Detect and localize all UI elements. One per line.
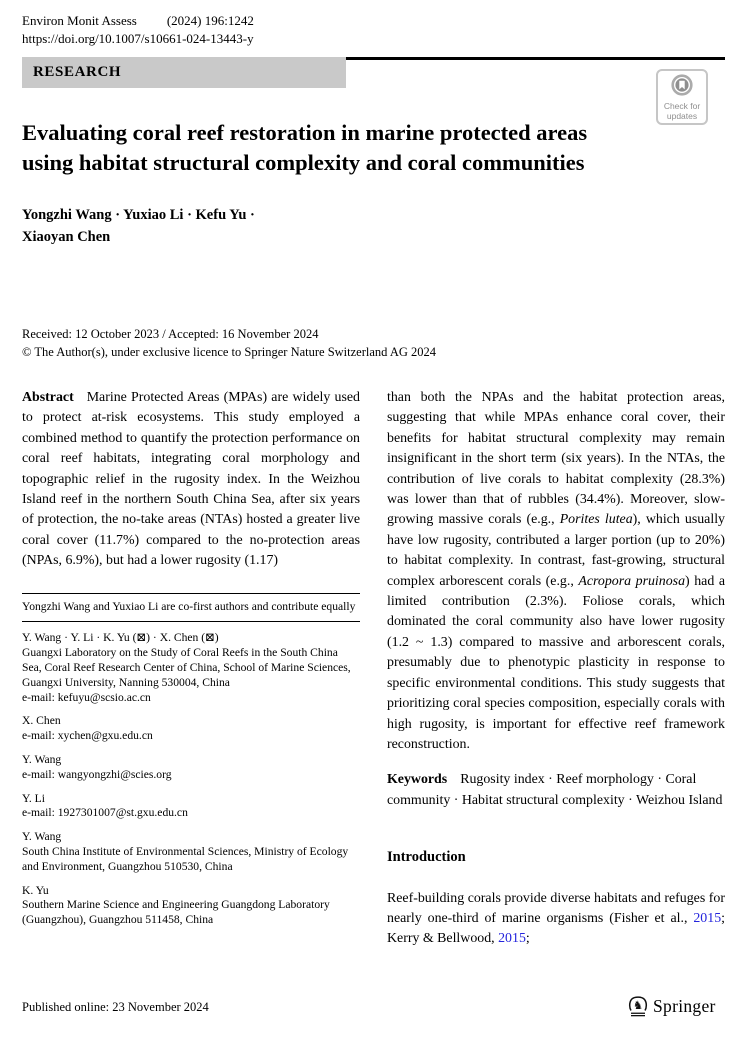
journal-name: Environ Monit Assess [22, 13, 137, 28]
affiliation-address: Guangxi Laboratory on the Study of Coral Reefs in the South China Sea, Coral Reef Research Center of China, School of Marine Sciences, Guangxi University, Nanning 530004, China [22, 646, 351, 689]
species-name: Acropora pruinosa [578, 573, 686, 589]
check-for-updates-badge[interactable] [656, 69, 708, 125]
published-online-date: Published online: 23 November 2024 [22, 1000, 209, 1014]
keywords-text: Rugosity index · Reef morphology · Coral community · Habitat structural complexity · Weizhou Island [387, 772, 723, 808]
footnote-rule-bottom [22, 621, 360, 622]
article-history [22, 325, 622, 361]
abstract-label: Abstract [22, 390, 74, 405]
body-text: ; Kerry & Bellwood, [387, 910, 725, 947]
affiliation-block [22, 884, 360, 928]
affiliation-email[interactable]: e-mail: wangyongzhi@scies.org [22, 767, 172, 781]
check-updates-line2: updates [666, 111, 698, 122]
journal-citation-line [22, 12, 254, 30]
header-rule [346, 57, 725, 60]
title-line-2: using habitat structural complexity and coral communities [22, 150, 585, 175]
doi-link[interactable]: https://doi.org/10.1007/s10661-024-13443-y [22, 31, 254, 46]
right-column [387, 388, 725, 950]
abstract-text-part1: Marine Protected Areas (MPAs) are widely used to protect at-risk ecosystems. This study employed a combined method to quantify the protection performance on coral reef habitats, integrating coral morphology and topographic relief in the rugosity index. In the Weizhou Island reef in the northern South China Sea, after six years of protection, the no-take areas (NTAs) hosted a greater live coral cover (11.7%) compared to the no-protection areas (NPAs, 6.9%), but had a lower rugosity (1.17) [22, 390, 360, 569]
left-column [22, 388, 360, 928]
affiliation-names: X. Chen [22, 714, 61, 728]
title-line-1: Evaluating coral reef restoration in marine protected areas [22, 120, 588, 145]
page-title [22, 118, 702, 178]
introduction-paragraph [387, 889, 725, 950]
authors-line-2: Xiaoyan Chen [22, 229, 111, 245]
section-label: RESEARCH [33, 64, 122, 80]
received-accepted-dates: Received: 12 October 2023 / Accepted: 16 November 2024 [22, 327, 319, 341]
abstract-paragraph [22, 388, 360, 572]
section-banner [22, 57, 346, 88]
affiliation-block [22, 631, 360, 705]
check-updates-icon [671, 74, 693, 96]
authors-line-1: Yongzhi Wang · Yuxiao Li · Kefu Yu · [22, 207, 255, 223]
species-name: Porites lutea [559, 512, 633, 528]
affiliation-names: Y. Wang [22, 830, 62, 844]
body-text: ), which usually have low rugosity, contributed a larger portion (up to 20%) to habitat complexity. In contrast, fast-growing, structural complex arborescent corals (e.g., [387, 512, 725, 589]
introduction-heading: Introduction [387, 849, 466, 866]
volume-citation: (2024) 196:1242 [166, 13, 254, 28]
affiliation-block [22, 714, 360, 744]
publisher-logo [628, 995, 716, 1018]
author-list [22, 204, 522, 248]
affiliation-names: Y. Wang · Y. Li · K. Yu (⊠) · X. Chen (⊠) [22, 631, 219, 645]
affiliation-block [22, 792, 360, 822]
affiliation-block [22, 830, 360, 874]
affiliation-address: Southern Marine Science and Engineering Guangdong Laboratory (Guangzhou), Guangzhou 511458, China [22, 898, 330, 927]
publisher-name: Springer [653, 996, 716, 1016]
affiliation-email[interactable]: e-mail: xychen@gxu.edu.cn [22, 729, 153, 743]
body-text: Reef-building corals provide diverse habitats and refuges for nearly one-third of marine organisms (Fisher et al., [387, 890, 725, 926]
page-header [22, 12, 254, 48]
footnotes-section [22, 593, 360, 928]
keywords-paragraph [387, 770, 725, 811]
citation-link[interactable]: 2015 [498, 931, 526, 947]
body-text: than both the NPAs and the habitat protection areas, suggesting that while MPAs enhance coral cover, their benefits for habitat structural complexity may remain insignificant in the short term (six years). In the NTAs, the contribution of live corals to habitat complexity (28.3%) was lower than that of rubbles (34.4%). Moreover, slow-growing massive corals (e.g., [387, 390, 725, 528]
keywords-label: Keywords [387, 772, 448, 788]
affiliation-names: Y. Li [22, 791, 45, 805]
body-text: ; [525, 931, 530, 947]
affiliation-email[interactable]: e-mail: 1927301007@st.gxu.edu.cn [22, 806, 188, 820]
affiliation-block [22, 753, 360, 783]
affiliation-email[interactable]: e-mail: kefuyu@scsio.ac.cn [22, 690, 151, 704]
springer-horse-icon [628, 995, 648, 1018]
citation-link[interactable]: 2015 [693, 910, 722, 926]
abstract-paragraph-continued [387, 388, 725, 755]
copyright-line: © The Author(s), under exclusive licence to Springer Nature Switzerland AG 2024 [22, 345, 437, 359]
cofirst-author-note: Yongzhi Wang and Yuxiao Li are co-first authors and contribute equally [22, 599, 356, 613]
affiliation-names: Y. Wang [22, 753, 62, 767]
check-updates-line1: Check for [663, 101, 701, 111]
svg-text:♞: ♞ [632, 1000, 644, 1012]
affiliation-names: K. Yu [22, 883, 49, 897]
body-text: ) had a limited contribution (2.3%). Foliose corals, which dominated the coral community also have lower rugosity (1.2 ~ 1.3) compared to massive and arborescent corals, presumably due to phenotypic plasticity in response to specific environmental conditions. This study suggests that prioritizing coral species composition, especially corals with high rugosity, is important for effective reef framework reconstruction. [387, 573, 725, 752]
affiliation-address: South China Institute of Environmental Sciences, Ministry of Ecology and Environment, Guangzhou 510530, China [22, 845, 349, 873]
